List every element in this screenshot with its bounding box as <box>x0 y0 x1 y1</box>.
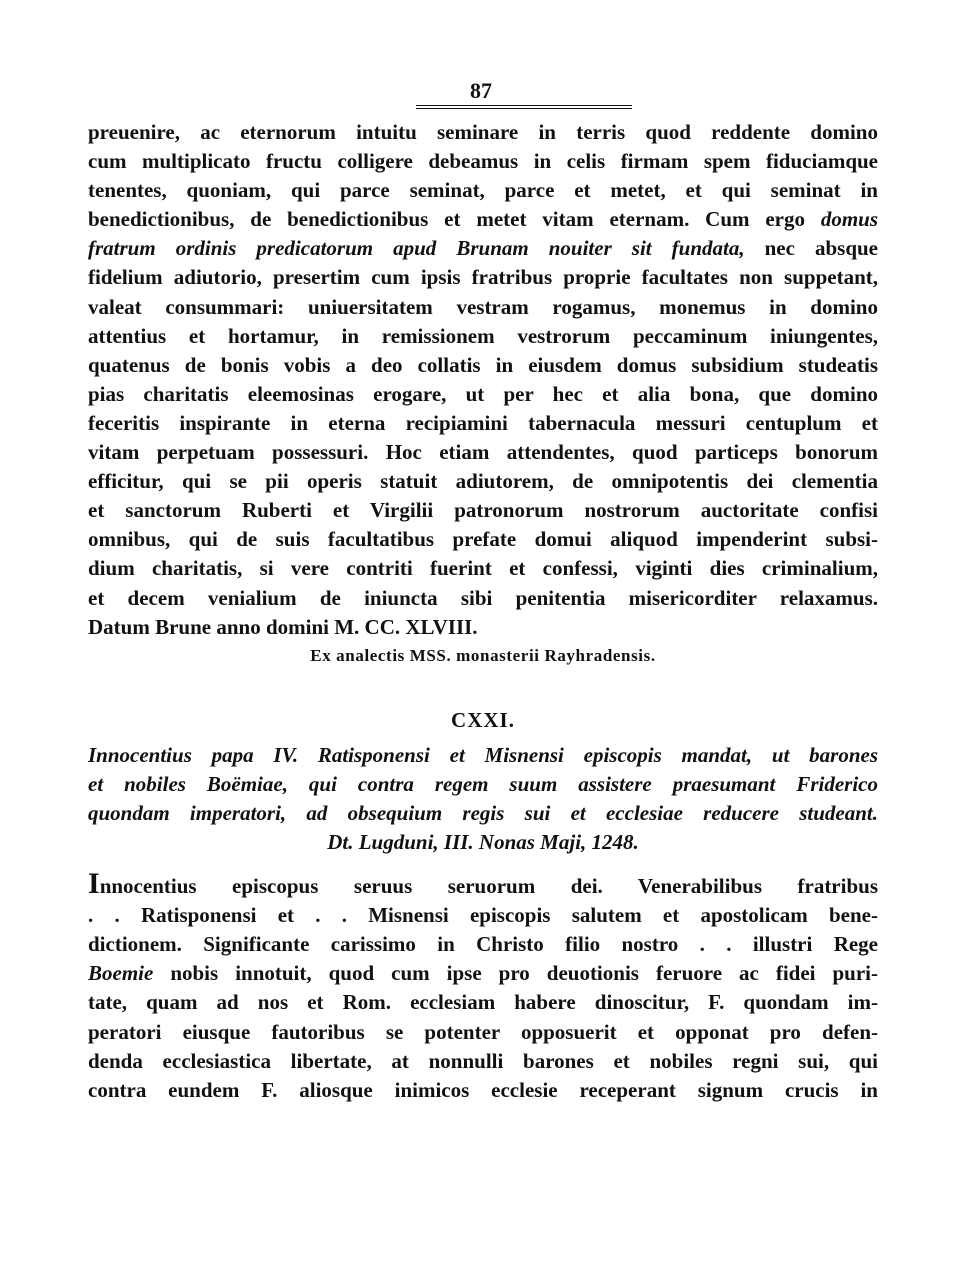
header-rule <box>416 108 632 109</box>
text-line: attentius et hortamur, in remissionem vestrorum peccaminum iniungentes, <box>88 323 878 348</box>
text-line: et sanctorum Ruberti et Virgilii patronorum nostrorum auctoritate confisi <box>88 498 878 523</box>
document-body <box>88 869 878 1105</box>
page-header <box>88 72 878 118</box>
text-line: preuenire, ac eternorum intuitu seminare in terris quod reddente domino <box>88 120 878 144</box>
text-line: quatenus de bonis vobis a deo collatis in eiusdem domus subsidium studeatis <box>88 352 878 377</box>
text-line: Datum Brune anno domini M. CC. XLVIII. <box>88 614 478 639</box>
text-run: nec absque <box>764 236 879 261</box>
source-note: Ex analectis MSS. monasterii Rayhradensis. <box>310 645 656 665</box>
text-line: pias charitatis eleemosinas erogare, ut per hec et alia bona, que domino <box>88 381 878 406</box>
text-line: vitam perpetuam possessuri. Hoc etiam attendentes, quod particeps bonorum <box>88 440 878 465</box>
text-line: peratori eiusque fautoribus se potenter opposuerit et opponat pro defen- <box>88 1019 878 1044</box>
page-number: 87 <box>470 78 492 103</box>
text-line <box>88 234 878 263</box>
text-line: cum multiplicato fructu colligere debeamus in celis firmam spem fiduciamque <box>88 149 878 174</box>
text-run: nobis innotuit, quod cum ipse pro deuotionis feruore ac fidei puri- <box>170 961 878 986</box>
document-number: CXXI. <box>451 707 515 732</box>
text-line: omnibus, qui de suis facultatibus prefate domui aliquod impenderint subsi- <box>88 527 878 552</box>
text-line: efficitur, qui se pii operis statuit adiutorem, de omnipotentis dei clementia <box>88 469 878 494</box>
document-summary <box>88 741 878 857</box>
text-line: tate, quam ad nos et Rom. ecclesiam habere dinoscitur, F. quondam im- <box>88 990 878 1015</box>
header-rule <box>416 105 632 106</box>
summary-line: Innocentius papa IV. Ratisponensi et Misnensi episcopis mandat, ut barones <box>88 742 878 767</box>
italic-run: Boemie <box>88 961 154 986</box>
text-line: feceritis inspirante in eterna recipiamini tabernacula messuri centuplum et <box>88 410 878 435</box>
text-line: dictionem. Significante carissimo in Christo filio nostro . . illustri Rege <box>88 932 878 957</box>
text-line: et decem venialium de iniuncta sibi penitentia misericorditer relaxamus. <box>88 585 878 610</box>
text-line <box>88 205 878 234</box>
dateline-year: 1248. <box>591 829 639 854</box>
text-line: denda ecclesiastica libertate, at nonnulli barones et nobiles regni sui, qui <box>88 1048 878 1073</box>
summary-line: quondam imperatori, ad obsequium regis sui et ecclesiae reducere studeant. <box>88 800 878 825</box>
text-block-1 <box>88 118 878 666</box>
drop-cap: I <box>88 867 100 901</box>
text-line <box>88 869 878 901</box>
text-line: . . Ratisponensi et . . Misnensi episcopis salutem et apostolicam bene- <box>88 903 878 928</box>
text-line: dium charitatis, si vere contriti fuerint et confessi, viginti dies criminalium, <box>88 556 878 581</box>
dateline-place: Dt. Lugduni, III. Nonas Maji, <box>327 829 587 854</box>
italic-run: fratrum ordinis predicatorum apud Brunam nouiter sit fundata, <box>88 236 745 261</box>
page <box>88 72 878 1105</box>
text-line: contra eundem F. aliosque inimicos ecclesie receperant signum crucis in <box>88 1077 878 1102</box>
text-line <box>88 959 878 988</box>
text-run: benedictionibus, de benedictionibus et metet vitam eternam. Cum ergo <box>88 207 805 232</box>
text-line: fidelium adiutorio, presertim cum ipsis fratribus proprie facultates non suppetant, <box>88 265 878 290</box>
text-line: tenentes, quoniam, qui parce seminat, parce et metet, et qui seminat in <box>88 178 878 203</box>
dateline <box>88 828 878 857</box>
summary-line: et nobiles Boëmiae, qui contra regem suum assistere praesumant Friderico <box>88 771 878 796</box>
text-run: nnocentius episcopus seruus seruorum dei. Venerabilibus fratribus <box>99 874 878 899</box>
text-line: valeat consummari: uniuersitatem vestram rogamus, monemus in domino <box>88 294 878 319</box>
italic-run: domus <box>820 207 879 232</box>
